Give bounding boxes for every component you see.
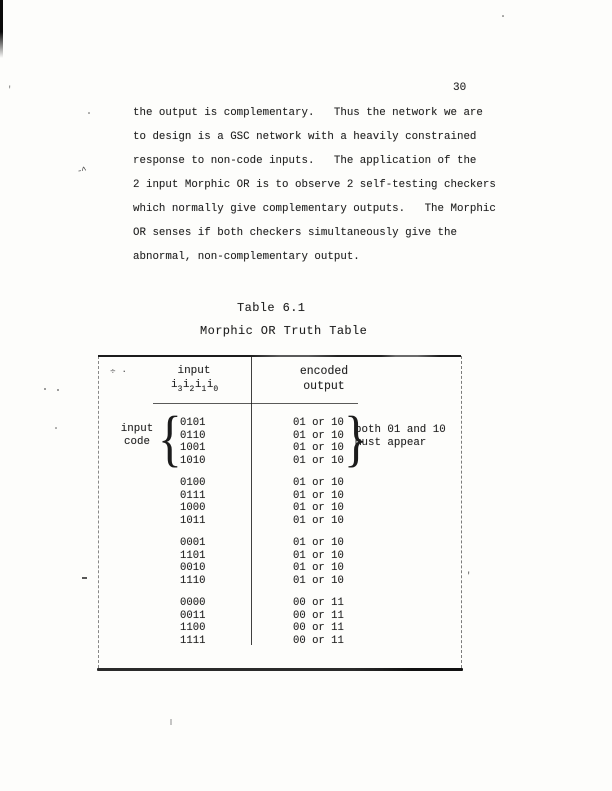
input-code-cell: 1011	[180, 514, 206, 527]
input-code-cell: 1010	[180, 454, 206, 467]
table-row	[99, 430, 461, 443]
encoded-output-cell: 01 or 10	[293, 417, 344, 429]
encoded-output-cell: 01 or 10	[293, 442, 344, 455]
input-code-cell: 1111	[180, 634, 206, 647]
body-paragraph	[133, 101, 533, 269]
table-row	[99, 417, 461, 430]
scan-artifact-dot	[55, 427, 57, 429]
encoded-output-cell: 01 or 10	[293, 454, 344, 467]
input-code-cell: 0101	[180, 417, 206, 429]
table-caption-title: Morphic OR Truth Table	[200, 324, 368, 338]
input-variables	[171, 379, 219, 394]
table-row	[99, 575, 461, 588]
encoded-output-cell: 01 or 10	[293, 562, 344, 575]
input-code-cell: 1001	[180, 442, 206, 455]
code-group-1	[99, 417, 461, 467]
code-group-2	[99, 477, 461, 527]
input-code-cell: 0110	[180, 429, 206, 442]
table-row	[99, 550, 461, 563]
input-column-header: input	[177, 365, 211, 377]
input-code-cell: 1000	[180, 502, 206, 515]
encoded-output-cell: 00 or 11	[293, 597, 344, 609]
encoded-output-cell: 01 or 10	[293, 477, 344, 489]
scan-artifact-squiggle: -^	[76, 165, 87, 177]
scan-artifact-tick: '	[7, 85, 13, 95]
encoded-output-cell: 00 or 11	[293, 634, 344, 647]
encoded-output-cell: 01 or 10	[293, 549, 344, 562]
table-caption-number: Table 6.1	[237, 301, 306, 315]
paragraph-line: response to non-code inputs. The application of the	[133, 155, 477, 167]
table-header-underline	[153, 403, 358, 404]
input-code-cell: 0100	[180, 477, 206, 489]
left-brace: {	[157, 405, 182, 473]
table-row	[99, 477, 461, 490]
brace-annotation-line2: must appear	[355, 437, 427, 449]
paragraph-line: which normally give complementary outputs. The Morphic	[133, 203, 496, 215]
encoded-output-cell: 01 or 10	[293, 514, 344, 527]
scan-artifact-dot	[44, 388, 46, 390]
scan-artifact-mark: ÷ ·	[110, 366, 128, 377]
input-var: $i_2$	[182, 379, 195, 394]
table-bottom-rule	[97, 668, 463, 671]
input-code-cell: 1101	[180, 549, 206, 562]
brace-annotation-line1: both 01 and 10	[355, 424, 446, 436]
input-code-cell: 0001	[180, 537, 206, 549]
table-row	[99, 442, 461, 455]
table-row	[99, 515, 461, 528]
output-column-header-line1: encoded	[299, 365, 349, 378]
encoded-output-cell: 00 or 11	[293, 609, 344, 622]
right-brace: }	[343, 405, 368, 473]
table-row	[99, 562, 461, 575]
encoded-output-cell: 01 or 10	[293, 574, 344, 587]
scan-artifact-dot	[57, 389, 59, 391]
input-var: $i_3$	[171, 379, 183, 394]
output-column-header-line2: output	[303, 380, 345, 393]
code-group-3	[99, 537, 461, 587]
encoded-output-cell: 01 or 10	[293, 489, 344, 502]
table-row	[99, 502, 461, 515]
row-group-label-line1: input	[120, 423, 154, 435]
input-code-cell: 0010	[180, 562, 206, 575]
table-row	[99, 622, 461, 635]
scan-artifact-tick: '	[466, 571, 472, 581]
input-code-cell: 1100	[180, 622, 206, 635]
table-row	[99, 537, 461, 550]
table-row	[99, 490, 461, 503]
encoded-output-cell: 01 or 10	[293, 429, 344, 442]
table-row	[99, 597, 461, 610]
table-row	[99, 455, 461, 468]
scan-artifact-tick	[170, 719, 172, 725]
input-var: $i_0$	[206, 379, 219, 394]
input-code-cell: 0011	[180, 609, 206, 622]
scan-edge-shadow	[0, 0, 3, 58]
paragraph-line: OR senses if both checkers simultaneously give the	[133, 227, 457, 239]
input-var: $i_1$	[194, 379, 207, 394]
row-group-label-line2: code	[124, 436, 150, 448]
encoded-output-cell: 01 or 10	[293, 502, 344, 515]
input-code-cell: 1110	[180, 574, 206, 587]
page-number: 30	[453, 82, 467, 94]
scan-artifact-dash	[82, 577, 87, 579]
paragraph-line: the output is complementary. Thus the network we are	[133, 107, 483, 119]
encoded-output-cell: 00 or 11	[293, 622, 344, 635]
table-row	[99, 635, 461, 648]
table-row	[99, 610, 461, 623]
scan-artifact-dot	[88, 112, 90, 114]
paragraph-line: to design is a GSC network with a heavily constrained	[133, 131, 477, 143]
input-code-cell: 0000	[180, 597, 206, 609]
paragraph-line: 2 input Morphic OR is to observe 2 self-testing checkers	[133, 179, 496, 191]
paragraph-line: abnormal, non-complementary output.	[133, 251, 360, 263]
scan-artifact-dot	[502, 15, 504, 17]
code-group-4	[99, 597, 461, 647]
truth-table	[98, 356, 462, 668]
input-code-cell: 0111	[180, 489, 206, 502]
encoded-output-cell: 01 or 10	[293, 537, 344, 549]
